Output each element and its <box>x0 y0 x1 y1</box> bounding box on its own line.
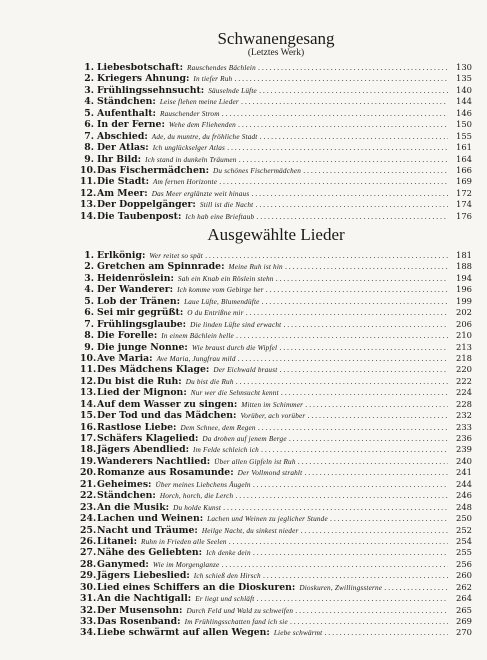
item-number: 4. <box>84 284 94 296</box>
song-incipit: Liebe schwärmt <box>273 629 323 638</box>
page-number: 246 <box>456 490 472 501</box>
list-item <box>80 456 472 467</box>
list-item <box>80 627 472 638</box>
song-incipit: Laue Lüfte, Blumendüfte <box>184 297 260 306</box>
page-number: 196 <box>456 284 472 295</box>
song-incipit: Meine Ruh ist hin <box>228 263 283 272</box>
song-incipit: Wie im Morgenglanze <box>152 560 220 569</box>
song-title: Frühlingssehnsucht: <box>97 84 205 96</box>
song-incipit: Rauschender Strom <box>159 109 220 118</box>
song-incipit: O du Entrißne mir <box>187 309 244 318</box>
page-number: 213 <box>456 341 472 352</box>
item-number: 33. <box>80 616 97 627</box>
song-title: Des Mädchens Klage: <box>97 364 210 376</box>
song-incipit: Wehe dem Fliehenden <box>168 121 236 130</box>
item-number: 12. <box>80 187 97 199</box>
song-title: Jägers Abendlied: <box>97 444 190 456</box>
list-item <box>80 536 472 547</box>
dot-leader <box>324 629 448 637</box>
song-incipit: In tiefer Ruh <box>193 75 233 84</box>
dot-leader <box>257 595 449 603</box>
dot-leader <box>241 98 448 106</box>
song-incipit: Dioskuren, Zwillingssterne <box>299 583 383 592</box>
dot-leader <box>253 549 448 557</box>
song-incipit: Da droben auf jenem Berge <box>202 435 287 443</box>
song-title: Sei mir gegrüßt: <box>97 307 184 319</box>
dot-leader <box>235 492 448 500</box>
list-item <box>80 479 472 490</box>
page-number: 240 <box>456 455 472 466</box>
page-number: 254 <box>456 535 472 546</box>
song-incipit: Heilge Nacht, du sinkest nieder <box>201 526 299 535</box>
dot-leader <box>300 527 448 535</box>
song-incipit: Er liegt und schläft <box>195 595 255 604</box>
song-incipit: Ade, du muntre, du fröhliche Stadt <box>151 132 258 141</box>
dot-leader <box>279 344 448 352</box>
dot-leader <box>298 458 448 466</box>
list-item <box>80 131 472 142</box>
page-number: 265 <box>456 604 472 615</box>
list-item <box>80 176 472 187</box>
song-title: Kriegers Ahnung: <box>97 73 190 85</box>
list-item <box>80 422 472 433</box>
dot-leader <box>238 121 448 129</box>
page-number: 239 <box>456 444 472 455</box>
dot-leader <box>256 213 448 221</box>
song-incipit: Wie braust durch die Wipfel <box>191 343 278 352</box>
song-incipit: In einem Bächlein helle <box>161 332 234 341</box>
song-incipit: Du bist die Ruh <box>185 377 234 386</box>
song-incipit: Sah ein Knab ein Röslein stehn <box>177 274 274 283</box>
song-incipit: Dem Schnee, dem Regen <box>180 423 256 432</box>
dot-leader <box>258 64 448 72</box>
dot-leader <box>239 156 448 164</box>
song-title: Das Rosenband: <box>97 616 181 627</box>
song-title: Jägers Liebeslied: <box>97 570 190 582</box>
page-number: 176 <box>456 210 472 221</box>
section-subtitle: (Letztes Werk) <box>247 48 305 58</box>
song-incipit: Mitten im Schimmer <box>241 400 304 409</box>
page-number: 174 <box>456 199 472 210</box>
item-number: 13. <box>80 199 97 211</box>
item-number: 23. <box>80 501 97 513</box>
dot-leader <box>281 389 448 397</box>
dot-leader <box>227 144 448 152</box>
dot-leader <box>261 446 448 454</box>
item-number: 11. <box>80 176 97 188</box>
dot-leader <box>223 504 448 512</box>
song-title: Lied eines Schiffers an die Dioskuren: <box>97 581 296 593</box>
song-incipit: Im Frühlingsschatten fand ich sie <box>184 618 288 626</box>
song-incipit: Ich unglückselger Atlas <box>152 144 226 153</box>
page-number: 252 <box>456 524 472 535</box>
item-number: 17. <box>80 433 97 444</box>
list-item <box>80 342 472 353</box>
page-number: 188 <box>456 261 472 272</box>
item-number: 6. <box>84 119 94 131</box>
item-number: 16. <box>80 421 97 433</box>
page-number: 270 <box>456 627 472 638</box>
song-incipit: Ruhn in Frieden alle Seelen <box>141 537 227 546</box>
song-title: An die Musik: <box>97 501 170 513</box>
item-number: 29. <box>80 570 97 582</box>
list-item <box>80 387 472 398</box>
page-number: 140 <box>456 84 472 95</box>
page-number: 206 <box>456 318 472 329</box>
song-title: Gretchen am Spinnrade: <box>97 261 225 273</box>
item-number: 12. <box>80 375 97 387</box>
list-item <box>80 62 472 73</box>
song-title: Liebesbotschaft: <box>97 62 184 73</box>
list-item <box>80 467 472 478</box>
song-title: Du bist die Ruh: <box>97 375 182 387</box>
list-item <box>80 433 472 444</box>
page-number: 194 <box>456 272 472 283</box>
item-number: 2. <box>84 73 94 85</box>
list-item <box>80 165 472 176</box>
dot-leader <box>283 321 448 329</box>
item-number: 26. <box>80 535 97 547</box>
dot-leader <box>255 201 448 209</box>
song-title: Abschied: <box>97 130 148 142</box>
item-number: 13. <box>80 387 97 399</box>
list-item <box>80 490 472 501</box>
list-item <box>80 559 472 570</box>
item-number: 3. <box>84 272 94 284</box>
dot-leader <box>305 401 448 409</box>
list-item <box>80 570 472 581</box>
item-number: 34. <box>80 627 97 639</box>
song-incipit: Rauschendes Bächlein <box>187 64 256 72</box>
list-item <box>80 513 472 524</box>
page-number: 169 <box>456 176 472 187</box>
page-number: 224 <box>456 387 472 398</box>
list-item <box>80 154 472 165</box>
list-item <box>80 296 472 307</box>
page-number: 161 <box>456 142 472 153</box>
dot-leader <box>238 355 448 363</box>
song-title: Ihr Bild: <box>97 153 142 165</box>
song-incipit: Nur wer die Sehnsucht kennt <box>190 389 279 398</box>
dot-leader <box>285 263 448 271</box>
item-number: 14. <box>80 210 97 222</box>
list-item <box>80 582 472 593</box>
item-number: 8. <box>84 142 94 154</box>
dot-leader <box>205 252 448 260</box>
item-number: 11. <box>80 364 97 376</box>
song-incipit: Die linden Lüfte sind erwacht <box>190 320 282 329</box>
song-title: Aufenthalt: <box>97 107 156 119</box>
page-number: 236 <box>456 433 472 443</box>
song-title: Heidenröslein: <box>97 272 174 284</box>
item-number: 5. <box>84 107 94 119</box>
song-title: Der Wanderer: <box>97 284 174 296</box>
song-incipit: Säuselnde Lüfte <box>208 86 257 95</box>
song-title: An die Nachtigall: <box>97 593 192 605</box>
list-item <box>80 273 472 284</box>
item-number: 14. <box>80 398 97 410</box>
song-title: Der Doppelgänger: <box>97 199 196 211</box>
song-title: Die Taubenpost: <box>97 210 182 222</box>
list-item <box>80 73 472 84</box>
item-number: 20. <box>80 467 97 479</box>
list-item <box>80 261 472 272</box>
dot-leader <box>304 469 448 477</box>
song-list <box>80 62 472 222</box>
item-number: 32. <box>80 604 97 616</box>
dot-leader <box>263 572 448 580</box>
page-number: 262 <box>456 581 472 592</box>
song-incipit: Horch, horch, die Lerch <box>159 492 234 501</box>
list-item <box>80 399 472 410</box>
song-incipit: Ich hab eine Brieftaub <box>185 212 255 221</box>
page-number: 166 <box>456 164 472 175</box>
song-title: Die Forelle: <box>97 330 158 342</box>
item-number: 19. <box>80 455 97 467</box>
item-number: 9. <box>84 341 94 353</box>
page-number: 233 <box>456 421 472 432</box>
dot-leader <box>262 298 448 306</box>
dot-leader <box>266 286 448 294</box>
list-item <box>80 307 472 318</box>
song-title: Am Meer: <box>97 187 148 199</box>
dot-leader <box>384 584 448 592</box>
song-title: Ständchen: <box>97 490 156 502</box>
song-incipit: Leise flehen meine Lieder <box>159 98 239 107</box>
item-number: 21. <box>80 478 97 490</box>
item-number: 4. <box>84 96 94 108</box>
page-number: 146 <box>456 107 472 118</box>
page-number: 228 <box>456 398 472 409</box>
item-number: 18. <box>80 444 97 456</box>
page-number: 222 <box>456 375 472 386</box>
song-incipit: Im Felde schleich ich <box>193 446 259 455</box>
list-item <box>80 284 472 295</box>
list-item <box>80 211 472 222</box>
song-title: Lachen und Weinen: <box>97 513 204 525</box>
song-title: Geheimes: <box>97 478 152 490</box>
list-item <box>80 593 472 604</box>
dot-leader <box>260 133 449 141</box>
dot-leader <box>222 110 448 118</box>
dot-leader <box>229 538 448 546</box>
song-title: Lied der Mignon: <box>97 387 187 399</box>
dot-leader <box>330 515 448 523</box>
song-incipit: Du holde Kunst <box>173 503 222 512</box>
song-incipit: Wer reitet so spät <box>149 252 203 260</box>
list-item <box>80 142 472 153</box>
list-item <box>80 444 472 455</box>
song-incipit: Ich komme vom Gebirge her <box>177 286 264 295</box>
song-incipit: Der Vollmond strahlt <box>237 469 303 478</box>
item-number: 6. <box>84 307 94 319</box>
item-number: 10. <box>80 164 97 176</box>
song-incipit: Am fernen Horizonte <box>153 178 218 187</box>
list-item <box>80 119 472 130</box>
item-number: 24. <box>80 513 97 525</box>
dot-leader <box>251 190 448 198</box>
page-number: 210 <box>456 330 472 341</box>
list-item <box>80 605 472 616</box>
item-number: 5. <box>84 295 94 307</box>
dot-leader <box>253 481 448 489</box>
list-item <box>80 547 472 558</box>
song-incipit: Über allen Gipfeln ist Ruh <box>214 457 296 466</box>
song-title: Lob der Tränen: <box>97 295 181 307</box>
list-item <box>80 188 472 199</box>
page-number: 218 <box>456 352 472 363</box>
dot-leader <box>258 424 448 432</box>
song-title: Schäfers Klagelied: <box>97 433 199 444</box>
section-title: Schwanengesang <box>217 29 335 48</box>
song-incipit: Du schönes Fischermädchen <box>213 166 302 175</box>
item-number: 30. <box>80 581 97 593</box>
page-number: 256 <box>456 558 472 569</box>
section-title: Ausgewählte Lieder <box>207 225 345 244</box>
item-number: 1. <box>84 250 94 261</box>
dot-leader <box>303 167 448 175</box>
item-number: 31. <box>80 593 97 605</box>
list-item <box>80 525 472 536</box>
song-incipit: Ich schieß den Hirsch <box>193 572 261 581</box>
dot-leader <box>289 435 448 443</box>
item-number: 10. <box>80 352 97 364</box>
item-number: 28. <box>80 558 97 570</box>
song-title: Rastlose Liebe: <box>97 421 177 433</box>
page-number: 130 <box>456 62 472 72</box>
song-incipit: Durch Feld und Wald zu schweifen <box>186 606 294 615</box>
dot-leader <box>295 607 448 615</box>
item-number: 2. <box>84 261 94 273</box>
song-incipit: Das Meer erglänzte weit hinaus <box>151 189 250 198</box>
song-incipit: Ich denke dein <box>206 549 251 558</box>
page-number: 264 <box>456 593 472 604</box>
list-item <box>80 250 472 261</box>
song-title: Auf dem Wasser zu singen: <box>97 398 238 410</box>
section-schwanengesang <box>80 30 472 222</box>
list-item <box>80 502 472 513</box>
dot-leader <box>219 178 448 186</box>
song-title: Liebe schwärmt auf allen Wegen: <box>97 627 270 639</box>
page-number: 135 <box>456 73 472 84</box>
page-number: 144 <box>456 96 472 107</box>
song-title: In der Ferne: <box>97 119 165 131</box>
page-number: 241 <box>456 467 472 478</box>
dot-leader <box>236 378 448 386</box>
page-number: 150 <box>456 119 472 130</box>
list-item <box>80 108 472 119</box>
item-number: 3. <box>84 84 94 96</box>
item-number: 7. <box>84 130 94 142</box>
song-title: Nähe des Geliebten: <box>97 547 203 559</box>
list-item <box>80 199 472 210</box>
song-title: Litanei: <box>97 535 138 547</box>
page-number: 220 <box>456 364 472 375</box>
section-ausgewaehlte-lieder <box>80 226 472 639</box>
list-item <box>80 319 472 330</box>
song-incipit: Der Eichwald braust <box>213 366 278 375</box>
page-number: 248 <box>456 501 472 512</box>
song-title: Ave Maria: <box>97 352 153 364</box>
dot-leader <box>259 87 448 95</box>
song-title: Die Stadt: <box>97 176 150 188</box>
page-number: 164 <box>456 153 472 164</box>
page-number: 250 <box>456 513 472 524</box>
list-item <box>80 410 472 421</box>
song-title: Die junge Nonne: <box>97 341 188 353</box>
page-number: 269 <box>456 616 472 626</box>
page-number: 202 <box>456 307 472 318</box>
list-item <box>80 616 472 627</box>
page-number: 172 <box>456 187 472 198</box>
dot-leader <box>246 309 448 317</box>
page-number: 260 <box>456 570 472 581</box>
item-number: 8. <box>84 330 94 342</box>
song-list <box>80 250 472 639</box>
song-incipit: Lachen und Weinen zu jeglicher Stunde <box>207 515 328 524</box>
item-number: 15. <box>80 410 97 422</box>
song-incipit: Vorüber, ach vorüber <box>240 412 306 421</box>
song-title: Ständchen: <box>97 96 156 108</box>
list-item <box>80 85 472 96</box>
song-title: Romanze aus Rosamunde: <box>97 467 234 479</box>
song-title: Der Atlas: <box>97 142 149 154</box>
song-title: Der Tod und das Mädchen: <box>97 410 237 422</box>
item-number: 9. <box>84 153 94 165</box>
item-number: 25. <box>80 524 97 536</box>
page-number: 155 <box>456 130 472 141</box>
song-title: Ganymed: <box>97 558 149 570</box>
song-incipit: Still ist die Nacht <box>199 201 254 210</box>
song-incipit: Ave Maria, Jungfrau mild <box>156 354 236 363</box>
dot-leader <box>279 366 448 374</box>
song-title: Frühlingsglaube: <box>97 318 187 330</box>
song-title: Das Fischermädchen: <box>97 164 210 176</box>
page-number: 181 <box>456 250 472 260</box>
list-item <box>80 364 472 375</box>
dot-leader <box>276 275 448 283</box>
song-title: Wanderers Nachtlied: <box>97 455 211 467</box>
item-number: 7. <box>84 318 94 330</box>
song-title: Der Musensohn: <box>97 604 183 616</box>
page-number: 232 <box>456 410 472 421</box>
dot-leader <box>307 412 448 420</box>
item-number: 27. <box>80 547 97 559</box>
page-number: 199 <box>456 295 472 306</box>
song-incipit: Über meines Liebchens Äugeln <box>155 480 251 489</box>
song-incipit: Ich stand in dunkeln Träumen <box>145 155 237 164</box>
list-item <box>80 96 472 107</box>
item-number: 1. <box>84 62 94 73</box>
dot-leader <box>234 75 448 83</box>
song-title: Nacht und Träume: <box>97 524 198 536</box>
list-item <box>80 330 472 341</box>
song-title: Erlkönig: <box>97 250 146 261</box>
list-item <box>80 376 472 387</box>
dot-leader <box>290 618 448 626</box>
list-item <box>80 353 472 364</box>
dot-leader <box>236 332 448 340</box>
item-number: 22. <box>80 490 97 502</box>
dot-leader <box>221 561 448 569</box>
page-number: 244 <box>456 478 472 489</box>
page-number: 255 <box>456 547 472 558</box>
